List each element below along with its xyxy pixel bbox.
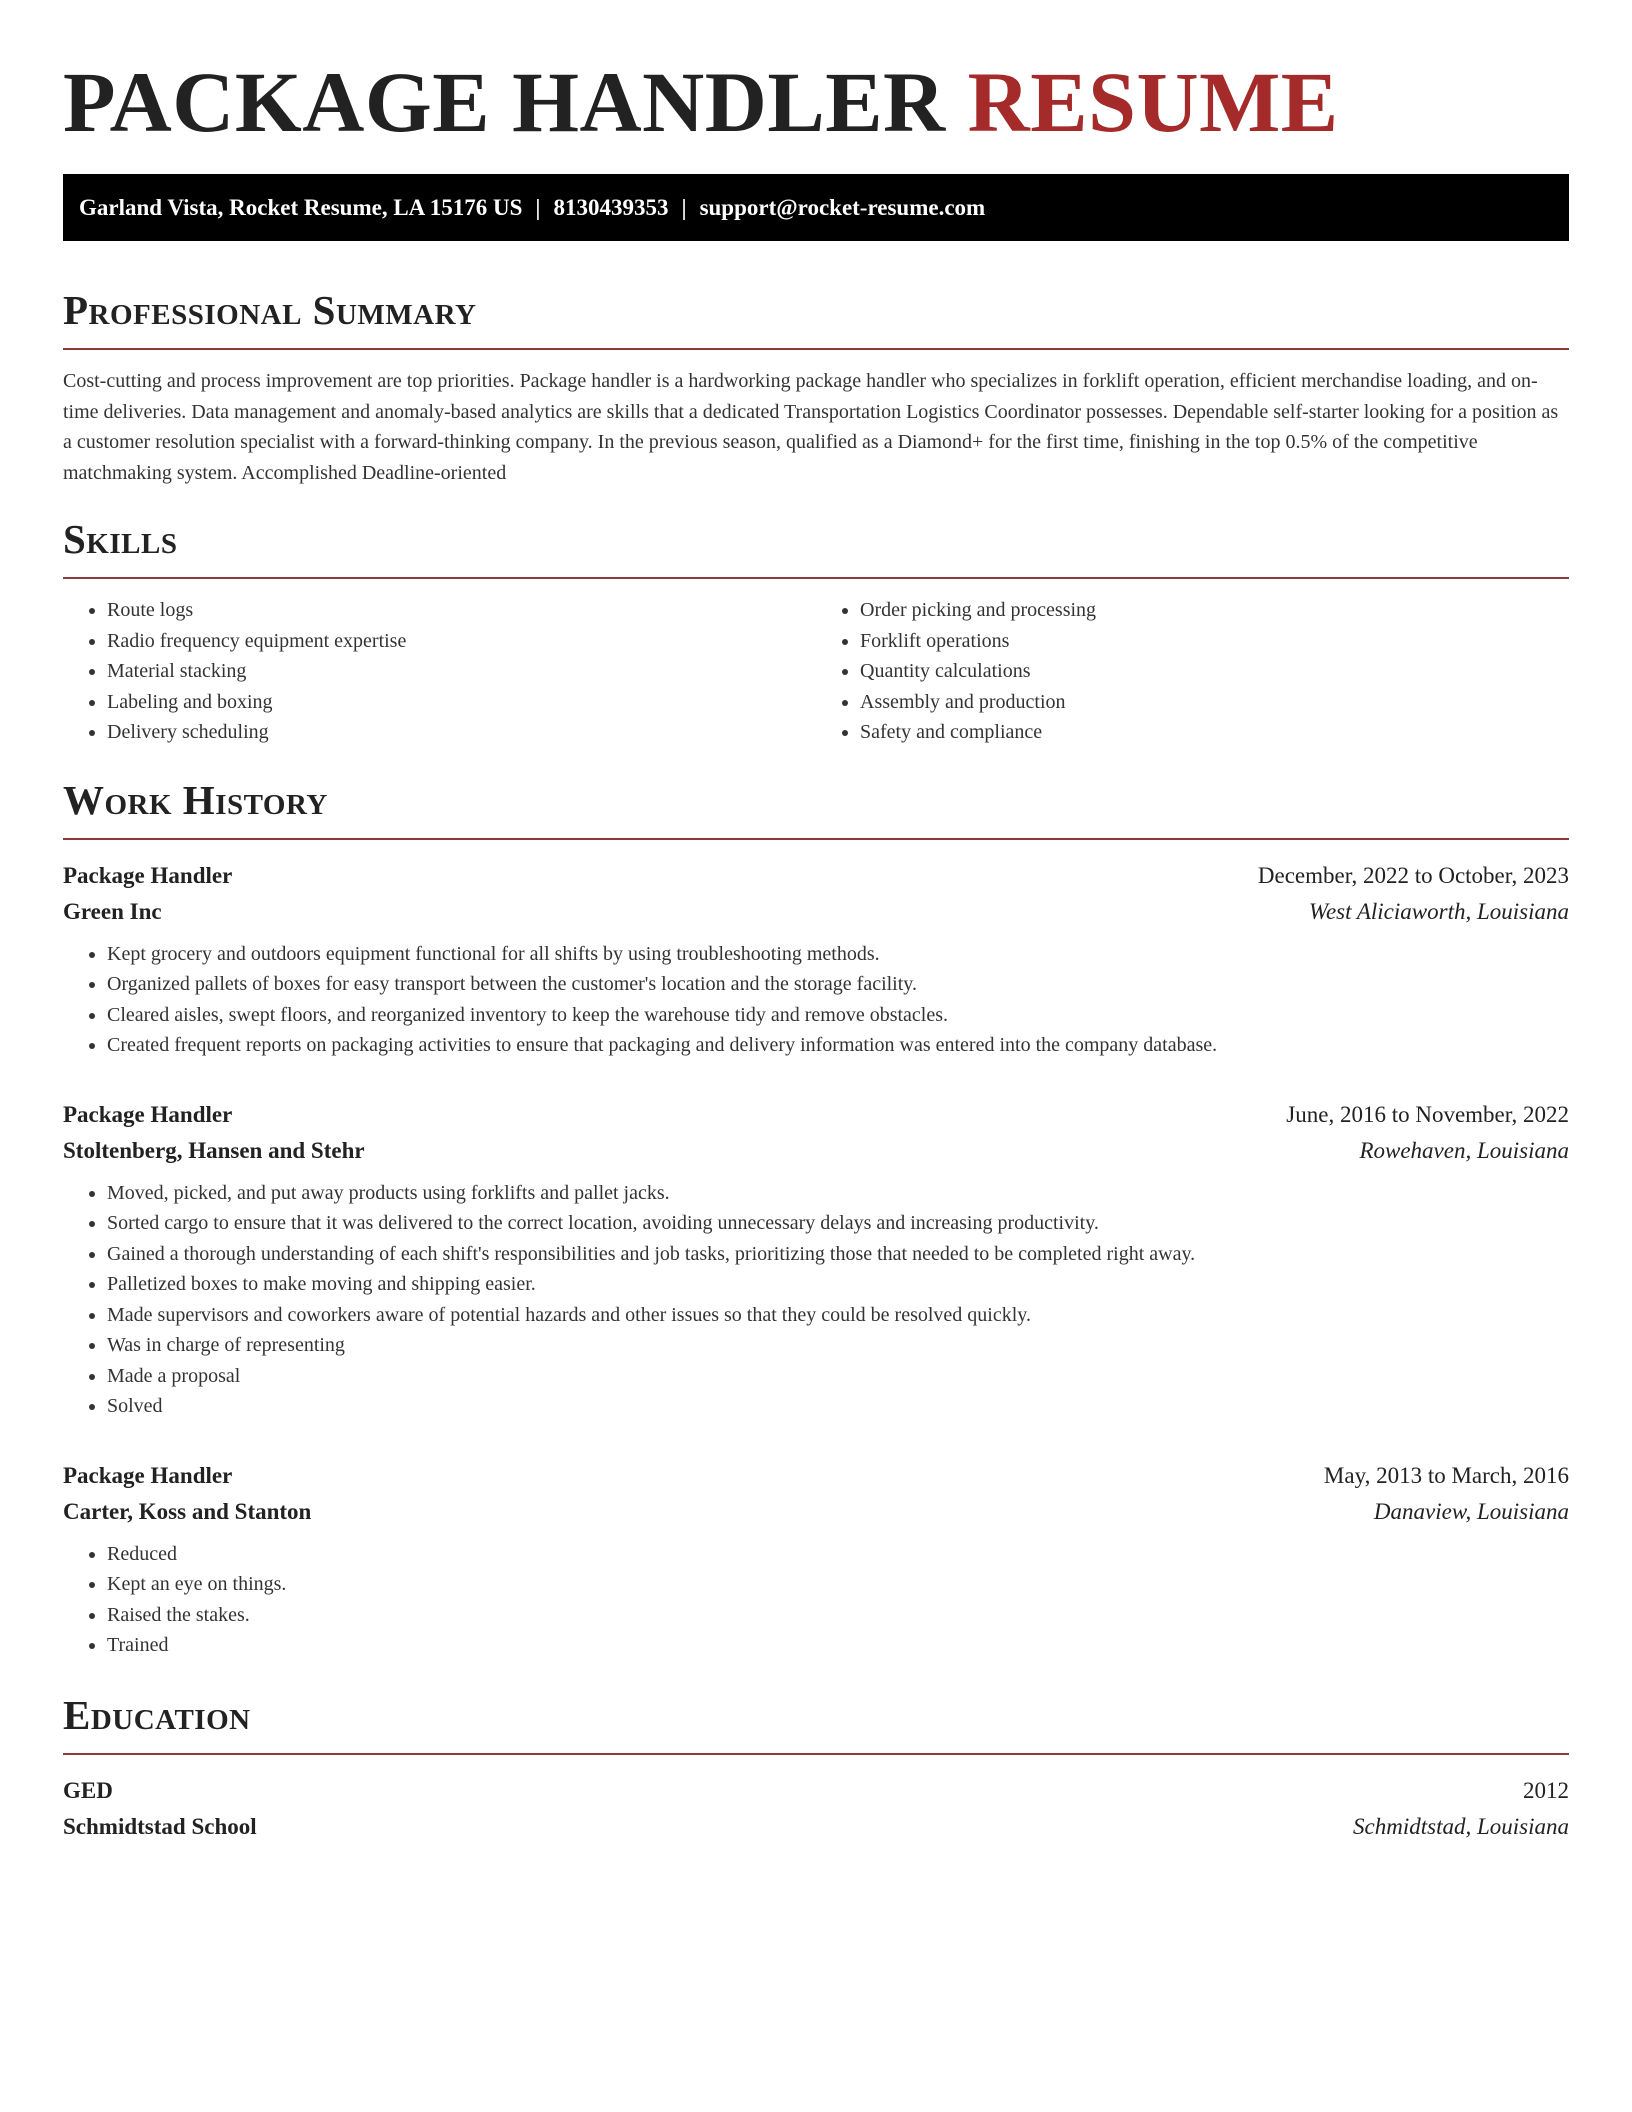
job-company-row bbox=[63, 1494, 1569, 1530]
job-title: Package Handler bbox=[63, 1462, 233, 1488]
skill-item: • Safety and compliance bbox=[860, 717, 1569, 748]
job-bullet: • Sorted cargo to ensure that it was delivered to the correct location, avoiding unnecessary delays and increasing productivity. bbox=[107, 1208, 1569, 1239]
section-divider bbox=[63, 838, 1569, 840]
work-history-section bbox=[63, 770, 1569, 1661]
job-entry bbox=[63, 1097, 1569, 1422]
job-company-row bbox=[63, 894, 1569, 930]
education-entry bbox=[63, 1773, 1569, 1845]
job-title: Package Handler bbox=[63, 1101, 233, 1127]
job-entry bbox=[63, 858, 1569, 1061]
job-bullet: • Was in charge of representing bbox=[107, 1330, 1569, 1361]
education-degree-row bbox=[63, 1773, 1569, 1809]
skill-item: • Quantity calculations bbox=[860, 656, 1569, 687]
job-dates: December, 2022 to October, 2023 bbox=[1257, 862, 1569, 888]
job-location: West Aliciaworth, Louisiana bbox=[1308, 898, 1569, 924]
job-company: Stoltenberg, Hansen and Stehr bbox=[63, 1137, 365, 1163]
job-bullet: • Cleared aisles, swept floors, and reorganized inventory to keep the warehouse tidy and remove obstacles. bbox=[107, 1000, 1569, 1031]
section-divider bbox=[63, 1753, 1569, 1755]
job-title-row bbox=[63, 858, 1569, 894]
job-location: Rowehaven, Louisiana bbox=[1359, 1137, 1569, 1163]
job-dates: May, 2013 to March, 2016 bbox=[1323, 1462, 1569, 1488]
work-history-heading: Work History bbox=[63, 776, 328, 823]
skill-item: • Order picking and processing bbox=[860, 595, 1569, 626]
skill-item: • Material stacking bbox=[107, 656, 816, 687]
job-location: Danaview, Louisiana bbox=[1373, 1498, 1569, 1524]
education-location: Schmidtstad, Louisiana bbox=[1353, 1813, 1569, 1839]
skill-item: • Radio frequency equipment expertise bbox=[107, 626, 816, 657]
job-bullet: • Raised the stakes. bbox=[107, 1600, 1569, 1631]
skills-list-left bbox=[63, 595, 816, 748]
section-divider bbox=[63, 577, 1569, 579]
skills-columns bbox=[63, 595, 1569, 748]
section-divider bbox=[63, 348, 1569, 350]
skills-list-right bbox=[816, 595, 1569, 748]
job-bullet: • Kept grocery and outdoors equipment functional for all shifts by using troubleshooting methods. bbox=[107, 939, 1569, 970]
contact-bar bbox=[63, 174, 1569, 241]
job-bullet: • Made a proposal bbox=[107, 1361, 1569, 1392]
skill-item: • Assembly and production bbox=[860, 687, 1569, 718]
skills-section bbox=[63, 509, 1569, 748]
job-bullet: • Trained bbox=[107, 1630, 1569, 1661]
education-degree: GED bbox=[63, 1777, 113, 1803]
skill-item: • Labeling and boxing bbox=[107, 687, 816, 718]
contact-separator: | bbox=[535, 195, 541, 220]
contact-separator: | bbox=[681, 195, 687, 220]
education-year: 2012 bbox=[1523, 1777, 1569, 1803]
job-bullet: • Moved, picked, and put away products using forklifts and pallet jacks. bbox=[107, 1178, 1569, 1209]
summary-section bbox=[63, 280, 1569, 488]
job-title-row bbox=[63, 1097, 1569, 1133]
job-company-row bbox=[63, 1133, 1569, 1169]
job-bullet: • Kept an eye on things. bbox=[107, 1569, 1569, 1600]
job-bullets bbox=[63, 939, 1569, 1061]
education-heading: Education bbox=[63, 1691, 251, 1738]
resume-title bbox=[63, 0, 1569, 152]
education-school-row bbox=[63, 1809, 1569, 1845]
job-title-row bbox=[63, 1458, 1569, 1494]
job-company: Green Inc bbox=[63, 898, 162, 924]
education-section bbox=[63, 1685, 1569, 1845]
job-title: Package Handler bbox=[63, 862, 233, 888]
job-entry bbox=[63, 1458, 1569, 1661]
summary-heading: Professional Summary bbox=[63, 287, 477, 333]
skills-heading: Skills bbox=[63, 516, 178, 562]
job-bullet: • Made supervisors and coworkers aware of potential hazards and other issues so that they could be resolved quickly. bbox=[107, 1300, 1569, 1331]
job-bullets bbox=[63, 1178, 1569, 1422]
job-company: Carter, Koss and Stanton bbox=[63, 1498, 312, 1524]
job-bullet: • Solved bbox=[107, 1391, 1569, 1422]
job-bullet: • Gained a thorough understanding of each shift's responsibilities and job tasks, prioritizing those that needed to be completed right away. bbox=[107, 1239, 1569, 1270]
skill-item: • Forklift operations bbox=[860, 626, 1569, 657]
job-bullet: • Created frequent reports on packaging activities to ensure that packaging and delivery information was entered into the company database. bbox=[107, 1030, 1569, 1061]
job-dates: June, 2016 to November, 2022 bbox=[1286, 1101, 1569, 1127]
contact-address: Garland Vista, Rocket Resume, LA 15176 US bbox=[79, 195, 523, 220]
contact-email: support@rocket-resume.com bbox=[699, 195, 986, 220]
job-bullet: • Palletized boxes to make moving and shipping easier. bbox=[107, 1269, 1569, 1300]
title-accent: RESUME bbox=[967, 54, 1339, 150]
skill-item: • Route logs bbox=[107, 595, 816, 626]
job-bullet: • Organized pallets of boxes for easy transport between the customer's location and the storage facility. bbox=[107, 969, 1569, 1000]
title-main: PACKAGE HANDLER bbox=[63, 54, 946, 150]
education-school: Schmidtstad School bbox=[63, 1813, 257, 1839]
skill-item: • Delivery scheduling bbox=[107, 717, 816, 748]
contact-phone: 8130439353 bbox=[553, 195, 669, 220]
summary-text: Cost-cutting and process improvement are top priorities. Package handler is a hardworking package handler who specializes in forklift operation, efficient merchandise loading, and on-time deliveries. Data management and anomaly-based analytics are skills that a dedicated Transportation Logistics Coordinator possesses. Dependable self-starter looking for a position as a customer resolution specialist with a forward-thinking company. In the previous season, qualified as a Diamond+ for the first time, finishing in the top 0.5% of the competitive matchmaking system. Accomplished Deadline-oriented bbox=[63, 370, 1559, 484]
job-bullets bbox=[63, 1539, 1569, 1661]
job-bullet: • Reduced bbox=[107, 1539, 1569, 1570]
